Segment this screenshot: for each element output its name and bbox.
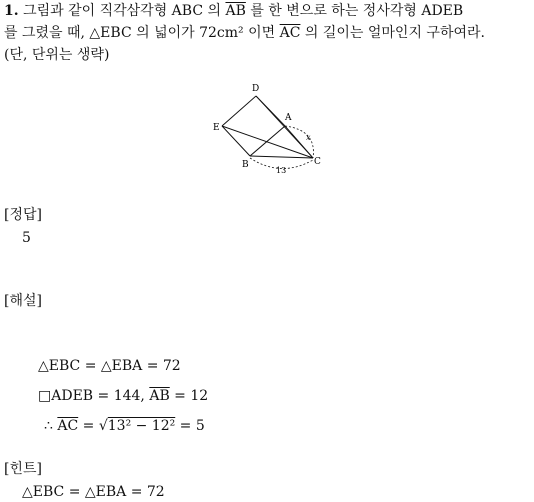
hint-line-1: △EBC = △EBA = 72 <box>22 484 165 500</box>
sqrt-icon: √ <box>98 418 108 434</box>
label-b: B <box>242 160 249 170</box>
problem-line-2 <box>4 22 485 44</box>
label-d: D <box>252 84 260 94</box>
answer-value: 5 <box>22 230 31 246</box>
segment-bc <box>250 156 313 158</box>
problem-number: 1. <box>4 3 19 19</box>
segment-ac-2: $\overline{AC}$ <box>57 418 79 434</box>
explanation-result: = 5 <box>175 418 205 434</box>
problem-text-2: 를 그렸을 때, △EBC 의 넓이가 72cm² 이면 <box>4 25 280 41</box>
segment-ab-2: $\overline{AB}$ <box>149 388 170 404</box>
problem-line-1 <box>4 0 463 22</box>
segment-ac: $\overline{AC}$ <box>279 25 301 41</box>
explanation-line-2b: = 12 <box>169 388 209 404</box>
hint-heading: [힌트] <box>4 461 42 477</box>
edge-de <box>222 96 256 126</box>
radicand: 13² − 12² <box>107 418 176 434</box>
label-a: A <box>285 113 292 123</box>
explanation-line-3 <box>44 418 205 434</box>
geometry-figure <box>205 78 335 178</box>
problem-text-2b: 의 길이는 얼마인지 구하여라. <box>300 25 485 41</box>
answer-heading: [정답] <box>4 207 42 223</box>
label-c: C <box>314 157 321 167</box>
label-e: E <box>213 123 220 133</box>
edge-ba <box>250 126 285 156</box>
explanation-heading: [해설] <box>4 293 42 309</box>
problem-line-3: (단, 단위는 생략) <box>4 47 110 63</box>
problem-text-1: 그림과 같이 직각삼각형 ABC 의 <box>23 3 226 19</box>
segment-dc <box>256 96 313 158</box>
problem-text-1b: 를 한 변으로 하는 정사각형 ADEB <box>245 3 464 19</box>
therefore-symbol: ∴ <box>44 418 58 434</box>
explanation-line-1: △EBC = △EBA = 72 <box>38 358 181 374</box>
label-13: 13 <box>276 166 287 175</box>
segment-ab: $\overline{AB}$ <box>225 3 246 19</box>
label-x: x <box>306 133 311 142</box>
explanation-line-2a: □ADEB = 144, <box>38 388 150 404</box>
explanation-line-2 <box>38 388 208 404</box>
equals-sign: = <box>78 418 99 434</box>
